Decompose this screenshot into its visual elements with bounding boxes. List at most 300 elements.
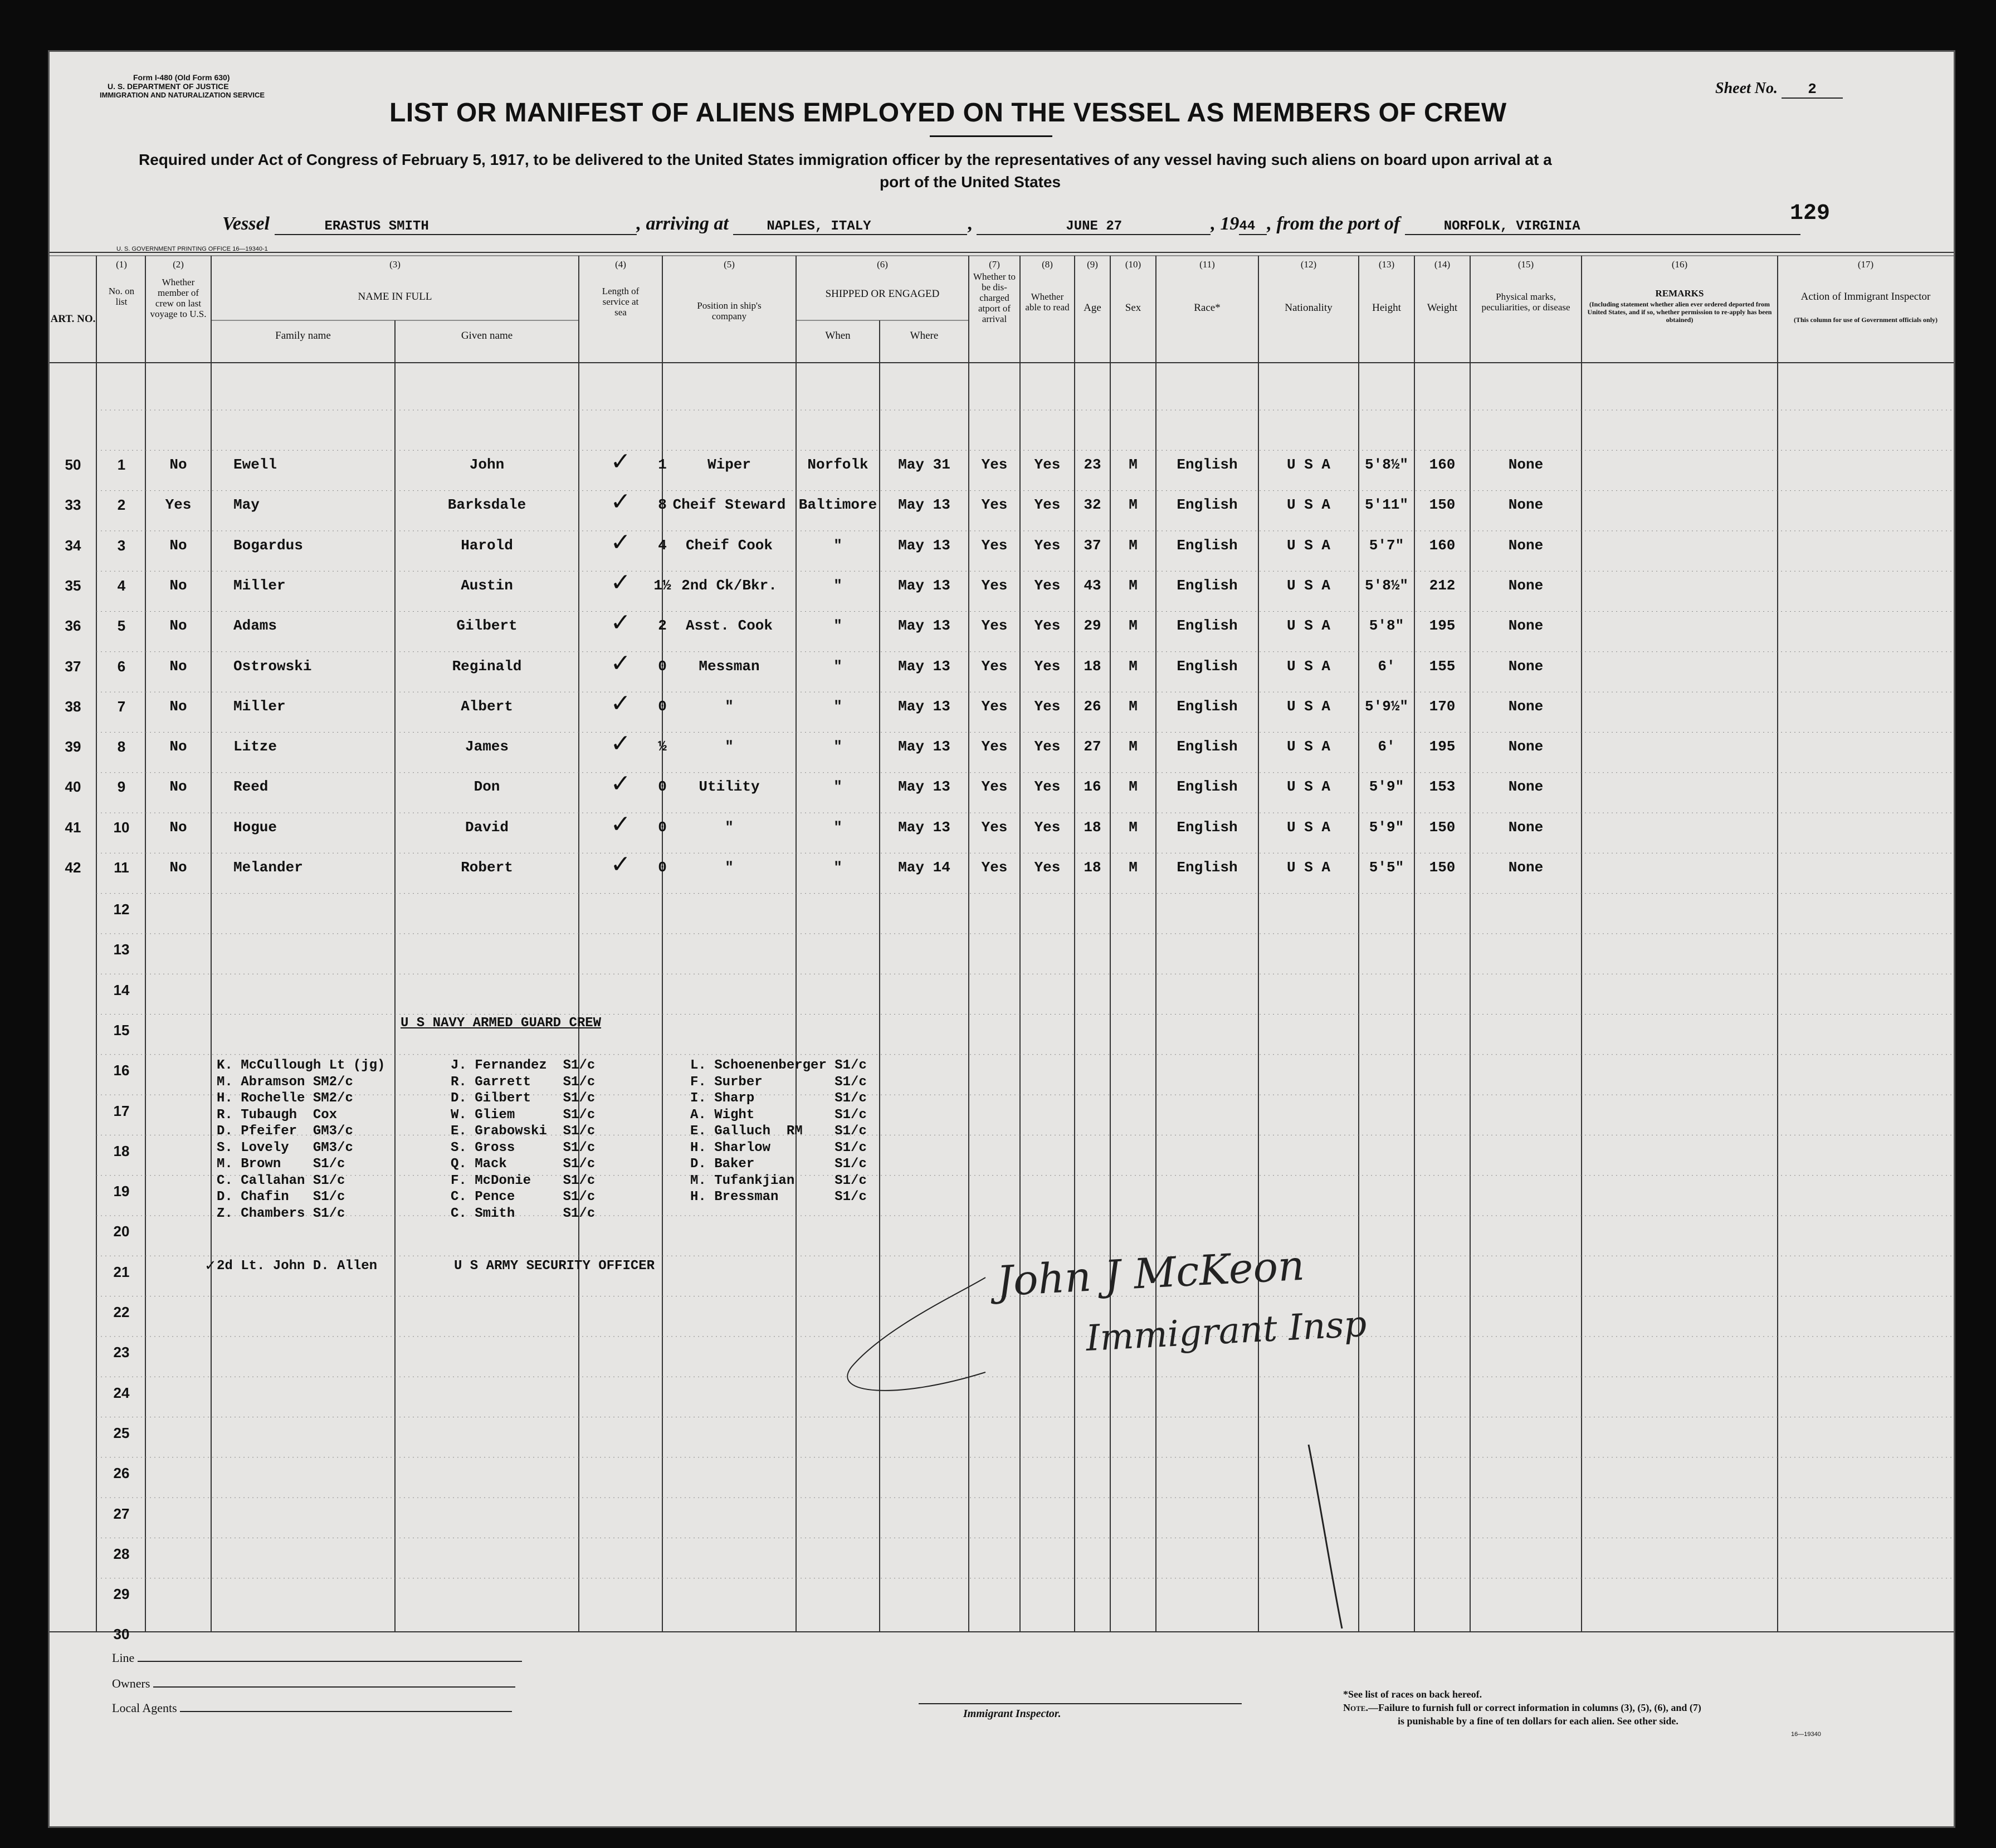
position-cell: Cheif Cook (685, 537, 773, 554)
note-line-1 (1343, 1702, 1701, 1714)
header-c6a: When (825, 330, 851, 342)
position-cell: Utility (699, 778, 760, 796)
line-number: 18 (113, 1142, 130, 1159)
able-to-read-cell: Yes (1034, 617, 1061, 635)
line-label: Line (112, 1651, 135, 1665)
list-no-cell: 10 (113, 818, 130, 836)
sex-cell: M (1129, 577, 1138, 594)
position-cell: " (725, 738, 734, 755)
check-mark: ✓ (610, 770, 631, 798)
line-number: 20 (113, 1223, 130, 1240)
discharged-cell: Yes (981, 859, 1008, 876)
navy-crew-member: S. Lovely GM3/c (217, 1140, 353, 1155)
navy-crew-member: H. Rochelle SM2/c (217, 1091, 353, 1106)
able-to-read-cell: Yes (1034, 496, 1061, 514)
header-c15-num: (15) (1517, 259, 1534, 270)
weight-cell: 155 (1429, 657, 1456, 675)
printing-office: U. S. GOVERNMENT PRINTING OFFICE 16—19340-1 (116, 246, 268, 252)
check-mark: ✓ (610, 488, 631, 516)
sex-cell: M (1129, 496, 1138, 514)
nationality-cell: U S A (1286, 617, 1330, 635)
last-voyage-cell: No (169, 698, 187, 715)
race-cell: English (1177, 657, 1238, 675)
header-c5: Position in ship's company (697, 300, 762, 321)
navy-crew-member: C. Callahan S1/c (217, 1173, 345, 1188)
last-voyage-cell: No (169, 859, 187, 876)
given-name-cell: Robert (461, 859, 513, 876)
able-to-read-cell: Yes (1034, 818, 1061, 836)
line-number: 15 (113, 1021, 130, 1038)
last-voyage-cell: No (169, 818, 187, 836)
page-title: LIST OR MANIFEST OF ALIENS EMPLOYED ON THE VESSEL AS MEMBERS OF CREW (389, 98, 1507, 128)
physical-marks-cell: None (1508, 738, 1544, 755)
age-cell: 18 (1084, 657, 1101, 675)
service-length-cell: 1 (658, 456, 667, 473)
physical-marks-cell: None (1508, 657, 1544, 675)
from-port: NORFOLK, VIRGINIA (1405, 219, 1800, 235)
given-name-cell: Barksdale (447, 496, 526, 514)
header-c3-num: (3) (389, 259, 401, 270)
nationality-cell: U S A (1286, 537, 1330, 554)
navy-crew-member: L. Schoenenberger S1/c (690, 1058, 867, 1073)
navy-crew-member: R. Garrett S1/c (451, 1074, 596, 1090)
check-mark: ✓ (610, 528, 631, 556)
army-officer-name: 2d Lt. John D. Allen (217, 1259, 378, 1274)
able-to-read-cell: Yes (1034, 859, 1061, 876)
sheet-number: 2 (1782, 81, 1843, 99)
navy-crew-member: D. Gilbert S1/c (451, 1091, 596, 1106)
arrival-year: 44 (1239, 219, 1267, 235)
art-no-cell: 34 (65, 537, 81, 554)
header-c17-num: (17) (1857, 259, 1874, 270)
header-c6-num: (6) (877, 259, 888, 270)
sheet-number-field (1715, 80, 1843, 99)
header-art-no: ART. NO. (50, 313, 96, 325)
able-to-read-cell: Yes (1034, 537, 1061, 554)
art-no-cell: 40 (65, 778, 81, 796)
family-name-cell: Reed (233, 778, 269, 796)
weight-cell: 150 (1429, 859, 1456, 876)
list-no-cell: 6 (117, 657, 126, 675)
title-rule (930, 135, 1052, 137)
shipped-when-cell: " (833, 577, 842, 594)
note-text-1: —Failure to furnish full or correct information in columns (3), (5), (6), and (7) (1368, 1702, 1701, 1713)
family-name-cell: May (233, 496, 260, 514)
last-voyage-cell: No (169, 456, 187, 473)
header-c6: SHIPPED OR ENGAGED (825, 288, 940, 300)
age-cell: 18 (1084, 859, 1101, 876)
sex-cell: M (1129, 818, 1138, 836)
physical-marks-cell: None (1508, 577, 1544, 594)
line-number: 21 (113, 1263, 130, 1280)
last-voyage-cell: No (169, 778, 187, 796)
last-voyage-cell: No (169, 617, 187, 635)
note-label: Note. (1343, 1702, 1368, 1713)
header-c9-num: (9) (1087, 259, 1098, 270)
nationality-cell: U S A (1286, 496, 1330, 514)
line-number: 28 (113, 1545, 130, 1562)
sex-cell: M (1129, 617, 1138, 635)
able-to-read-cell: Yes (1034, 738, 1061, 755)
service: IMMIGRATION AND NATURALIZATION SERVICE (100, 91, 265, 99)
shipped-where-cell: May 13 (898, 698, 950, 715)
check-mark: ✓ (610, 448, 631, 475)
physical-marks-cell: None (1508, 456, 1544, 473)
from-label: , from the port of (1267, 213, 1400, 234)
service-length-cell: 0 (658, 698, 667, 715)
sex-cell: M (1129, 859, 1138, 876)
race-cell: English (1177, 617, 1238, 635)
footer-line-field (112, 1651, 522, 1665)
position-cell: 2nd Ck/Bkr. (681, 577, 777, 594)
physical-marks-cell: None (1508, 859, 1544, 876)
service-length-cell: ½ (658, 738, 667, 755)
service-length-cell: 2 (658, 617, 667, 635)
list-no-cell: 7 (117, 698, 126, 715)
physical-marks-cell: None (1508, 496, 1544, 514)
line-number: 22 (113, 1304, 130, 1320)
service-length-cell: 0 (658, 859, 667, 876)
sex-cell: M (1129, 698, 1138, 715)
race-cell: English (1177, 577, 1238, 594)
subtitle-line-1: Required under Act of Congress of February 5, 1917, to be delivered to the United States immigration officer by the representatives of any vessel having such aliens on board upon arrival at a (139, 151, 1552, 168)
header-c3a: Family name (275, 330, 331, 342)
physical-marks-cell: None (1508, 698, 1544, 715)
discharged-cell: Yes (981, 698, 1008, 715)
age-cell: 29 (1084, 617, 1101, 635)
shipped-when-cell: " (833, 738, 842, 755)
navy-crew-member: I. Sharp S1/c (690, 1091, 867, 1106)
list-no-cell: 1 (117, 456, 126, 473)
able-to-read-cell: Yes (1034, 456, 1061, 473)
age-cell: 23 (1084, 456, 1101, 473)
family-name-cell: Bogardus (233, 537, 303, 554)
race-cell: English (1177, 738, 1238, 755)
shipped-where-cell: May 13 (898, 617, 950, 635)
header-c5-num: (5) (724, 259, 735, 270)
header-c7-num: (7) (989, 259, 1000, 270)
header-c16-num: (16) (1671, 259, 1688, 270)
able-to-read-cell: Yes (1034, 657, 1061, 675)
race-cell: English (1177, 456, 1238, 473)
navy-crew-member: R. Tubaugh Cox (217, 1107, 338, 1123)
line-number: 13 (113, 941, 130, 958)
check-mark: ✓ (610, 730, 631, 758)
height-cell: 5'8" (1369, 617, 1404, 635)
list-no-cell: 2 (117, 496, 126, 514)
inspector-rule (919, 1703, 1242, 1704)
nationality-cell: U S A (1286, 818, 1330, 836)
line-number: 23 (113, 1344, 130, 1361)
given-name-cell: Harold (461, 537, 513, 554)
check-mark: ✓ (610, 568, 631, 596)
nationality-cell: U S A (1286, 698, 1330, 715)
art-no-cell: 42 (65, 859, 81, 876)
navy-crew-member: J. Fernandez S1/c (451, 1058, 596, 1073)
navy-crew-member: F. Surber S1/c (690, 1074, 867, 1090)
discharged-cell: Yes (981, 818, 1008, 836)
given-name-cell: Don (474, 778, 500, 796)
weight-cell: 150 (1429, 818, 1456, 836)
art-no-cell: 33 (65, 496, 81, 514)
age-cell: 27 (1084, 738, 1101, 755)
header-c16b: (Including statement whether alien ever ordered deported from United States, and if so, whether permission to re-apply has been obtained) (1587, 300, 1772, 324)
discharged-cell: Yes (981, 778, 1008, 796)
navy-crew-member: Q. Mack S1/c (451, 1157, 596, 1172)
last-voyage-cell: Yes (165, 496, 192, 514)
sheet-label: Sheet No. (1715, 80, 1778, 97)
height-cell: 5'8½" (1364, 456, 1408, 473)
arriving-label: , arriving at (636, 213, 729, 234)
height-cell: 6' (1378, 657, 1395, 675)
shipped-where-cell: May 13 (898, 778, 950, 796)
header-c8: Whether able to read (1025, 291, 1070, 313)
header-c4-num: (4) (615, 259, 626, 270)
last-voyage-cell: No (169, 577, 187, 594)
line-number: 12 (113, 901, 130, 918)
header-c3b: Given name (461, 330, 513, 342)
sex-cell: M (1129, 537, 1138, 554)
header-c9: Age (1084, 302, 1101, 314)
weight-cell: 195 (1429, 617, 1456, 635)
discharged-cell: Yes (981, 577, 1008, 594)
art-no-cell: 35 (65, 577, 81, 594)
navy-crew-member: Z. Chambers S1/c (217, 1206, 345, 1221)
shipped-where-cell: May 14 (898, 859, 950, 876)
age-cell: 37 (1084, 537, 1101, 554)
check-mark: ✓ (610, 810, 631, 838)
list-no-cell: 9 (117, 778, 126, 796)
line-number: 16 (113, 1062, 130, 1079)
last-voyage-cell: No (169, 657, 187, 675)
age-cell: 16 (1084, 778, 1101, 796)
footer-owners-field (112, 1676, 515, 1691)
sex-cell: M (1129, 778, 1138, 796)
art-no-cell: 37 (65, 657, 81, 675)
height-cell: 5'9½" (1364, 698, 1408, 715)
art-no-cell: 41 (65, 818, 81, 836)
owners-label: Owners (112, 1676, 150, 1690)
position-cell: Messman (699, 657, 760, 675)
height-cell: 5'9" (1369, 818, 1404, 836)
header-c8-num: (8) (1042, 259, 1053, 270)
position-cell: Asst. Cook (685, 617, 773, 635)
footer-agents-field (112, 1701, 512, 1715)
discharged-cell: Yes (981, 496, 1008, 514)
nationality-cell: U S A (1286, 738, 1330, 755)
header-c12-num: (12) (1300, 259, 1317, 270)
list-no-cell: 5 (117, 617, 126, 635)
line-number: 26 (113, 1465, 130, 1482)
header-c13-num: (13) (1378, 259, 1395, 270)
service-length-cell: 0 (658, 657, 667, 675)
race-cell: English (1177, 778, 1238, 796)
header-c4: Length of service at sea (602, 286, 640, 318)
position-cell: Wiper (707, 456, 751, 473)
service-length-cell: 0 (658, 778, 667, 796)
navy-crew-member: M. Abramson SM2/c (217, 1074, 353, 1090)
shipped-when-cell: " (833, 617, 842, 635)
navy-crew-member: H. Bressman S1/c (690, 1189, 867, 1205)
list-no-cell: 8 (117, 738, 126, 755)
given-name-cell: Albert (461, 698, 513, 715)
signature-name: John J McKeon (995, 1241, 1306, 1306)
weight-cell: 160 (1429, 456, 1456, 473)
nationality-cell: U S A (1286, 456, 1330, 473)
form-id: Form I-480 (Old Form 630) (133, 73, 230, 82)
shipped-when-cell: Norfolk (807, 456, 868, 473)
discharged-cell: Yes (981, 617, 1008, 635)
weight-cell: 160 (1429, 537, 1456, 554)
given-name-cell: David (465, 818, 509, 836)
year-prefix: , 19 (1211, 213, 1239, 234)
list-no-cell: 3 (117, 537, 126, 554)
service-length-cell: 0 (658, 818, 667, 836)
height-cell: 5'8½" (1364, 577, 1408, 594)
navy-crew-member: S. Gross S1/c (451, 1140, 596, 1155)
shipped-when-cell: " (833, 859, 842, 876)
height-cell: 5'5" (1369, 859, 1404, 876)
last-voyage-cell: No (169, 738, 187, 755)
header-c7: Whether to be dis-charged atport of arrival (973, 271, 1016, 324)
header-c17b: (This column for use of Government officials only) (1793, 316, 1938, 324)
army-officer-title: U S ARMY SECURITY OFFICER (454, 1259, 655, 1274)
signature-title: Immigrant Insp (1085, 1303, 1368, 1360)
family-name-cell: Ewell (233, 456, 277, 473)
line-number: 27 (113, 1505, 130, 1522)
list-no-cell: 4 (117, 577, 126, 594)
shipped-where-cell: May 13 (898, 657, 950, 675)
shipped-where-cell: May 13 (898, 496, 950, 514)
navy-crew-member: E. Grabowski S1/c (451, 1124, 596, 1139)
line-number: 29 (113, 1586, 130, 1603)
given-name-cell: Reginald (452, 657, 522, 675)
shipped-when-cell: " (833, 537, 842, 554)
position-cell: " (725, 859, 734, 876)
navy-crew-member: C. Smith S1/c (451, 1206, 596, 1221)
weight-cell: 195 (1429, 738, 1456, 755)
check-mark: ✓ (610, 851, 631, 878)
line-number: 17 (113, 1102, 130, 1119)
service-length-cell: 1½ (653, 577, 671, 594)
shipped-where-cell: May 31 (898, 456, 950, 473)
inspector-label: Immigrant Inspector. (963, 1708, 1061, 1720)
race-cell: English (1177, 537, 1238, 554)
shipped-where-cell: May 13 (898, 577, 950, 594)
physical-marks-cell: None (1508, 818, 1544, 836)
line-number: 24 (113, 1384, 130, 1401)
family-name-cell: Adams (233, 617, 277, 635)
navy-crew-member: M. Tufankjian S1/c (690, 1173, 867, 1188)
header-c2: Whether member of crew on last voyage to U.S. (150, 277, 207, 319)
weight-cell: 150 (1429, 496, 1456, 514)
height-cell: 5'7" (1369, 537, 1404, 554)
race-cell: English (1177, 496, 1238, 514)
weight-cell: 153 (1429, 778, 1456, 796)
navy-crew-member: F. McDonie S1/c (451, 1173, 596, 1188)
height-cell: 5'11" (1364, 496, 1408, 514)
department: U. S. DEPARTMENT OF JUSTICE (108, 82, 229, 91)
discharged-cell: Yes (981, 456, 1008, 473)
nationality-cell: U S A (1286, 657, 1330, 675)
header-c14-num: (14) (1434, 259, 1451, 270)
shipped-when-cell: " (833, 698, 842, 715)
subtitle-line-2: port of the United States (880, 173, 1061, 191)
given-name-cell: John (469, 456, 505, 473)
race-cell: English (1177, 698, 1238, 715)
shipped-when-cell: Baltimore (798, 496, 877, 514)
given-name-cell: Gilbert (456, 617, 518, 635)
discharged-cell: Yes (981, 657, 1008, 675)
family-name-cell: Hogue (233, 818, 277, 836)
art-no-cell: 38 (65, 698, 81, 715)
weight-cell: 170 (1429, 698, 1456, 715)
note-line-2: is punishable by a fine of ten dollars for each alien. See other side. (1398, 1715, 1678, 1727)
line-number: 14 (113, 981, 130, 998)
physical-marks-cell: None (1508, 537, 1544, 554)
arriving-port: NAPLES, ITALY (733, 219, 967, 235)
art-no-cell: 36 (65, 617, 81, 635)
header-c6b: Where (910, 330, 939, 342)
header-c14: Weight (1427, 302, 1458, 314)
navy-crew-member: M. Brown S1/c (217, 1157, 345, 1172)
height-cell: 5'9" (1369, 778, 1404, 796)
navy-crew-member: D. Baker S1/c (690, 1157, 867, 1172)
navy-crew-member: C. Pence S1/c (451, 1189, 596, 1205)
shipped-where-cell: May 13 (898, 537, 950, 554)
navy-crew-member: K. McCullough Lt (jg) (217, 1058, 385, 1073)
navy-crew-member: W. Gliem S1/c (451, 1107, 596, 1123)
shipped-when-cell: " (833, 657, 842, 675)
age-cell: 32 (1084, 496, 1101, 514)
manifest-sheet (48, 50, 1955, 1828)
navy-crew-member: E. Galluch RM S1/c (690, 1124, 867, 1139)
age-cell: 18 (1084, 818, 1101, 836)
vessel-label: Vessel (222, 213, 270, 234)
family-name-cell: Ostrowski (233, 657, 312, 675)
navy-crew-member: H. Sharlow S1/c (690, 1140, 867, 1155)
given-name-cell: Austin (461, 577, 513, 594)
header-c11-num: (11) (1199, 259, 1215, 270)
age-cell: 43 (1084, 577, 1101, 594)
shipped-when-cell: " (833, 778, 842, 796)
race-cell: English (1177, 859, 1238, 876)
discharged-cell: Yes (981, 738, 1008, 755)
nationality-cell: U S A (1286, 859, 1330, 876)
last-voyage-cell: No (169, 537, 187, 554)
art-no-cell: 39 (65, 738, 81, 755)
header-c11: Race* (1194, 302, 1221, 314)
weight-cell: 212 (1429, 577, 1456, 594)
check-mark: ✓ (610, 609, 631, 637)
navy-crew-member: D. Chafin S1/c (217, 1189, 345, 1205)
family-name-cell: Miller (233, 577, 286, 594)
physical-marks-cell: None (1508, 617, 1544, 635)
agents-label: Local Agents (112, 1701, 177, 1715)
navy-crew-member: A. Wight S1/c (690, 1107, 867, 1123)
position-cell: " (725, 698, 734, 715)
header-c16: REMARKS (1655, 288, 1704, 299)
note-races: *See list of races on back hereof. (1343, 1689, 1482, 1700)
arrival-date: JUNE 27 (977, 219, 1211, 235)
race-cell: English (1177, 818, 1238, 836)
header-c12: Nationality (1285, 302, 1333, 314)
header-c2-num: (2) (173, 259, 184, 270)
height-cell: 6' (1378, 738, 1395, 755)
vessel-name: ERASTUS SMITH (275, 219, 637, 235)
age-cell: 26 (1084, 698, 1101, 715)
discharged-cell: Yes (981, 537, 1008, 554)
